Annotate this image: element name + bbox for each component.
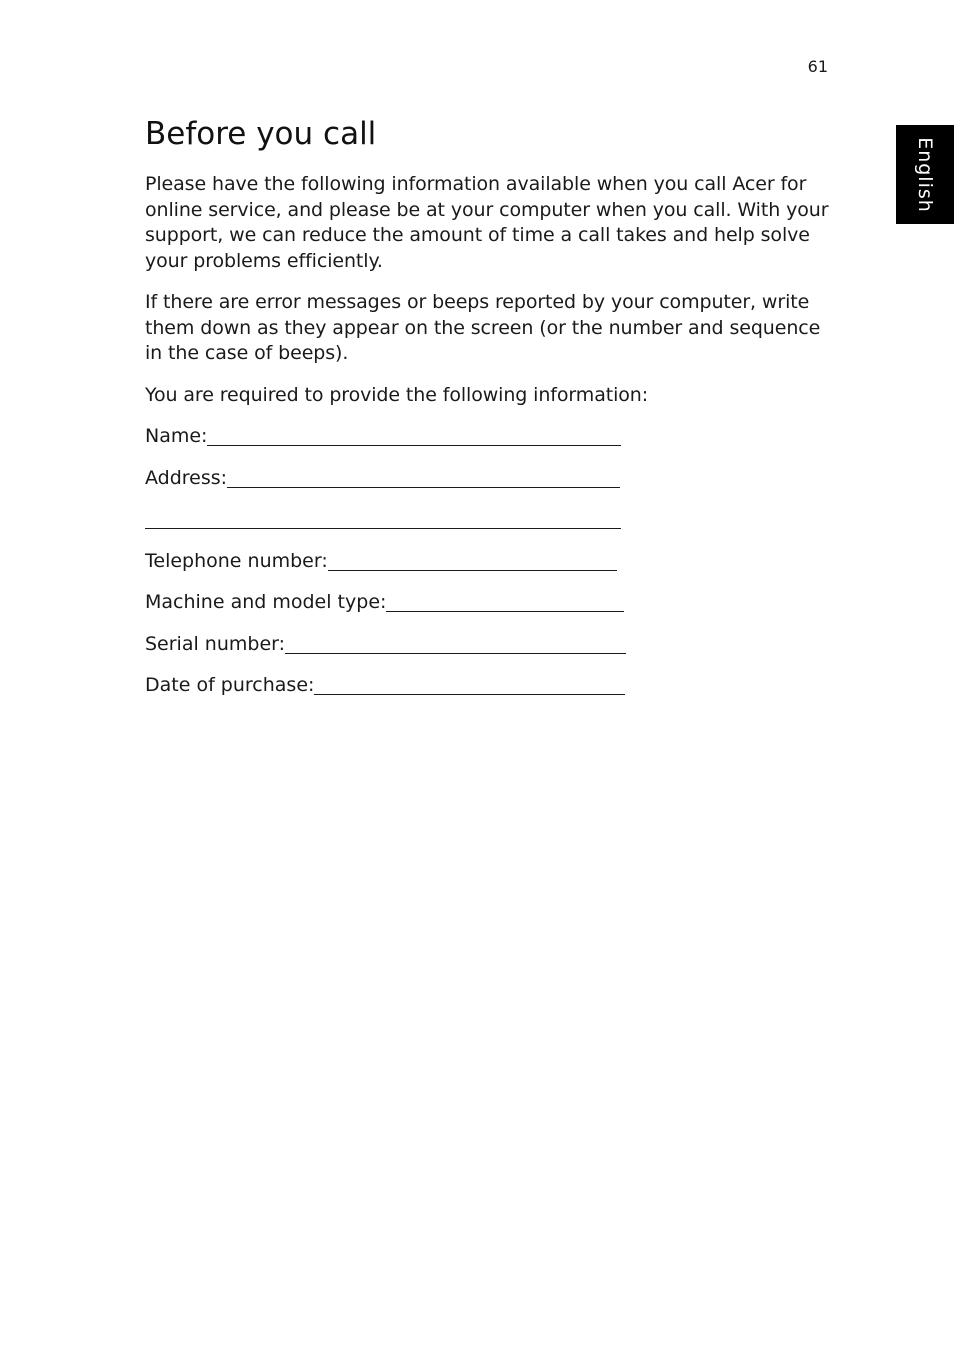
name-label: Name: — [145, 425, 208, 447]
language-tab-label: English — [914, 136, 936, 213]
date-label: Date of purchase: — [145, 674, 315, 696]
address-blank-line — [227, 468, 620, 488]
page-number: 61 — [807, 57, 828, 76]
date-blank-line — [314, 675, 625, 695]
serial-blank-line — [285, 634, 626, 654]
language-tab — [896, 125, 954, 224]
machine-label: Machine and model type: — [145, 591, 387, 613]
telephone-label: Telephone number: — [145, 550, 328, 572]
address-label: Address: — [145, 467, 228, 489]
address-second-blank-line — [145, 509, 621, 529]
machine-field — [145, 590, 624, 615]
name-blank-line — [207, 426, 621, 446]
address-continuation-field — [145, 507, 621, 532]
error-paragraph: If there are error messages or beeps reported by your computer, write them down as they appear on the screen (or the number and sequence in the case of beeps). — [145, 291, 821, 364]
name-field — [145, 424, 621, 449]
telephone-blank-line — [328, 551, 617, 571]
page-title: Before you call — [145, 116, 377, 152]
main-content — [145, 112, 835, 424]
serial-field — [145, 632, 626, 657]
machine-blank-line — [386, 592, 624, 612]
date-field — [145, 673, 625, 698]
intro-paragraph: Please have the following information available when you call Acer for online service, and please be at your computer when you call. With your support, we can reduce the amount of time a call takes and help solve your problems efficiently. — [145, 173, 829, 272]
telephone-field — [145, 549, 617, 574]
required-info-paragraph: You are required to provide the following information: — [145, 383, 649, 406]
serial-label: Serial number: — [145, 633, 286, 655]
address-field — [145, 466, 620, 491]
